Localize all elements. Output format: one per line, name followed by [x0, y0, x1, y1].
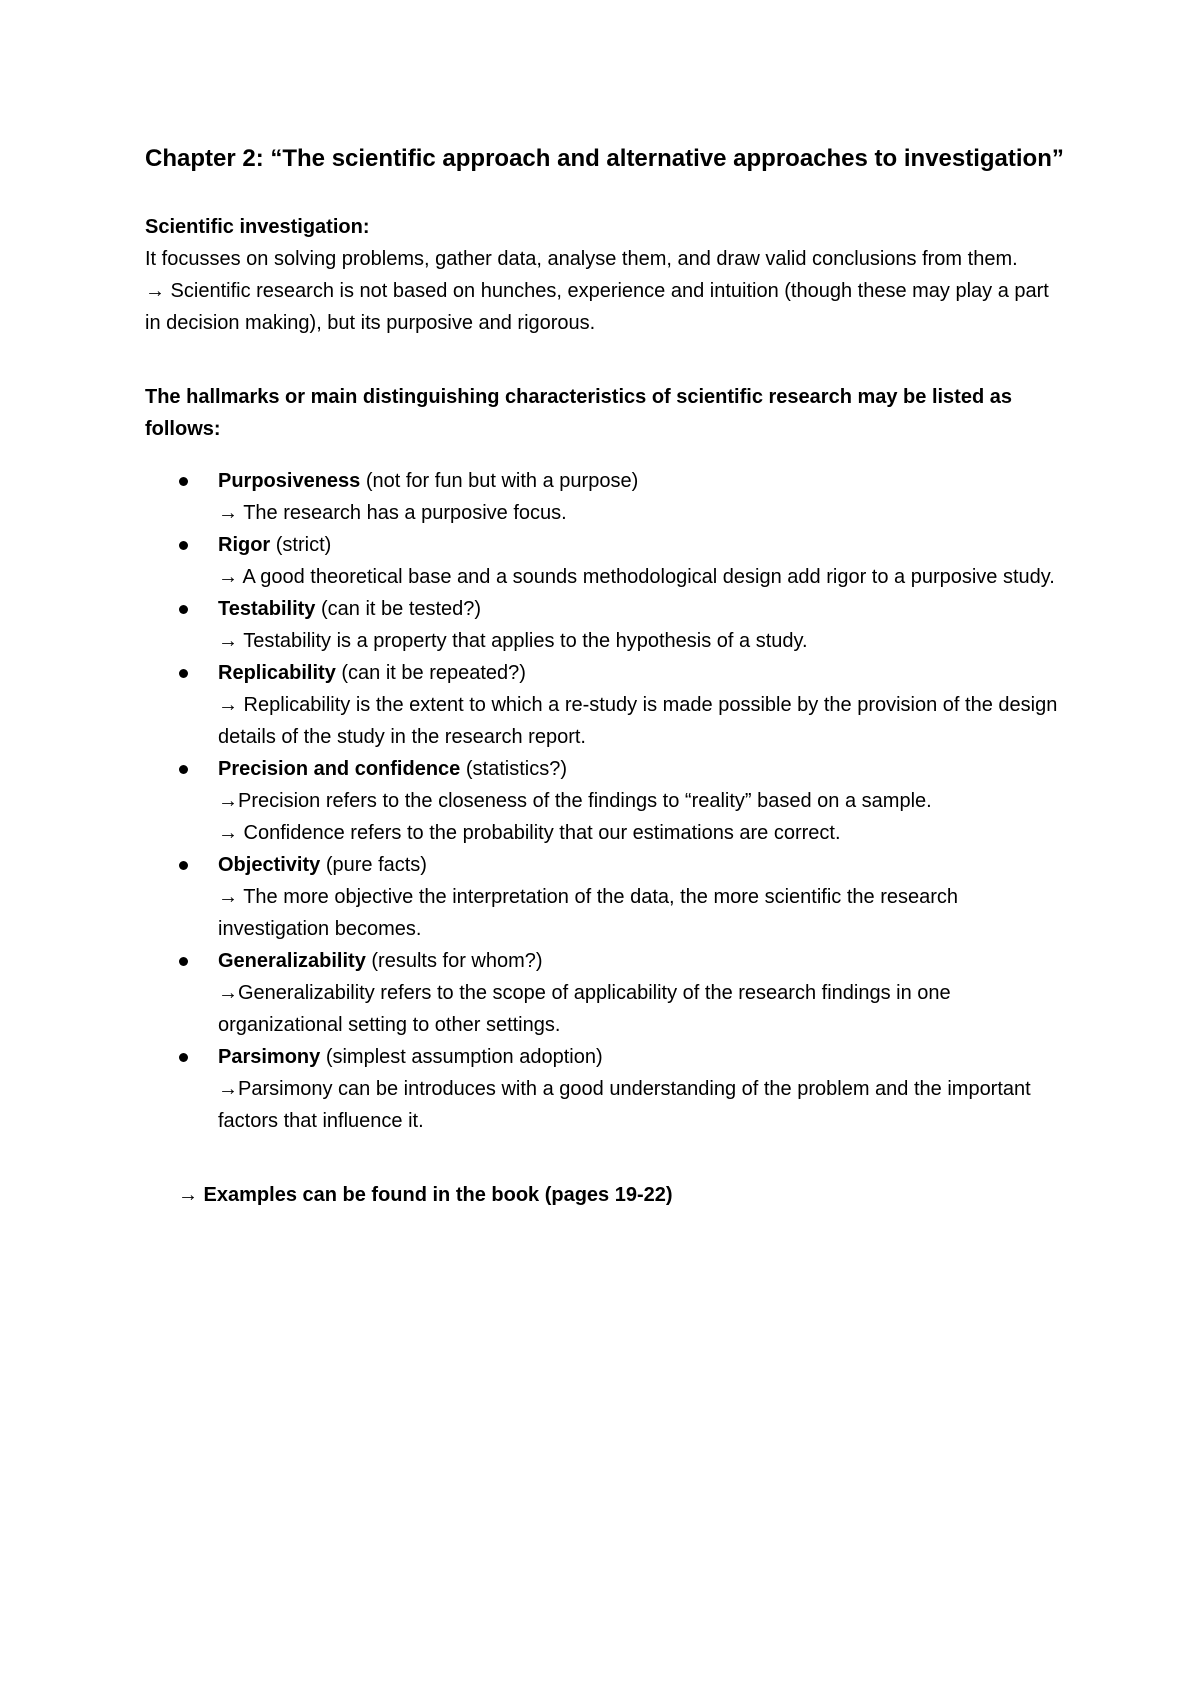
hallmark-term: Purposiveness	[218, 470, 361, 492]
hallmark-note: → Confidence refers to the probability that our estimations are correct.	[218, 822, 841, 844]
document-title: Chapter 2: “The scientific approach and alternative approaches to investigation”	[145, 145, 1064, 172]
hallmark-qualifier: (not for fun but with a purpose)	[360, 470, 639, 492]
bullet-icon	[179, 957, 188, 966]
bullet-icon	[179, 605, 188, 614]
hallmark-term: Testability	[218, 598, 316, 620]
hallmark-note: → The more objective the interpretation of the data, the more scientific the research investigation becomes.	[218, 886, 959, 940]
hallmark-term: Precision and confidence	[218, 758, 461, 780]
list-item	[145, 465, 1065, 529]
hallmark-qualifier: (can it be repeated?)	[335, 662, 526, 684]
hallmark-qualifier: (results for whom?)	[365, 950, 543, 972]
bullet-icon	[179, 1053, 188, 1062]
hallmark-qualifier: (simplest assumption adoption)	[320, 1046, 603, 1068]
hallmark-note: → Testability is a property that applies to the hypothesis of a study.	[218, 630, 808, 652]
hallmark-term: Replicability	[218, 662, 336, 684]
list-item	[145, 753, 1065, 849]
scientific-investigation-text: It focusses on solving problems, gather data, analyse them, and draw valid conclusions from them.	[145, 248, 1018, 270]
examples-note: → Examples can be found in the book (pages 19-22)	[178, 1184, 673, 1206]
hallmark-note: → A good theoretical base and a sounds methodological design add rigor to a purposive study.	[218, 566, 1055, 588]
hallmark-note: → The research has a purposive focus.	[218, 502, 567, 524]
hallmark-note: →Generalizability refers to the scope of applicability of the research findings in one organizational setting to other settings.	[218, 982, 951, 1036]
hallmark-qualifier: (statistics?)	[460, 758, 567, 780]
hallmark-qualifier: (pure facts)	[320, 854, 427, 876]
hallmarks-list	[145, 465, 1065, 1137]
hallmark-qualifier: (strict)	[270, 534, 332, 556]
list-item	[145, 1041, 1065, 1137]
scientific-investigation-heading: Scientific investigation:	[145, 216, 370, 238]
bullet-icon	[179, 765, 188, 774]
list-item	[145, 945, 1065, 1041]
bullet-icon	[179, 669, 188, 678]
list-item	[145, 657, 1065, 753]
hallmark-note: →Precision refers to the closeness of the findings to “reality” based on a sample.	[218, 790, 932, 812]
list-item	[145, 593, 1065, 657]
hallmark-term: Objectivity	[218, 854, 321, 876]
hallmark-term: Rigor	[218, 534, 271, 556]
hallmark-term: Generalizability	[218, 950, 366, 972]
hallmark-note: → Replicability is the extent to which a re-study is made possible by the provision of the design details of the study in the research report.	[218, 694, 1058, 748]
list-item	[145, 849, 1065, 945]
bullet-icon	[179, 861, 188, 870]
hallmark-qualifier: (can it be tested?)	[315, 598, 482, 620]
bullet-icon	[179, 541, 188, 550]
list-item	[145, 529, 1065, 593]
document-page	[145, 140, 1065, 1211]
scientific-investigation-note: → Scientific research is not based on hunches, experience and intuition (though these may play a part in decision making), but its purposive and rigorous.	[145, 280, 1049, 334]
hallmark-term: Parsimony	[218, 1046, 321, 1068]
hallmark-note: →Parsimony can be introduces with a good understanding of the problem and the important factors that influence it.	[218, 1078, 1031, 1132]
hallmarks-heading: The hallmarks or main distinguishing characteristics of scientific research may be listed as follows:	[145, 386, 1012, 440]
bullet-icon	[179, 477, 188, 486]
